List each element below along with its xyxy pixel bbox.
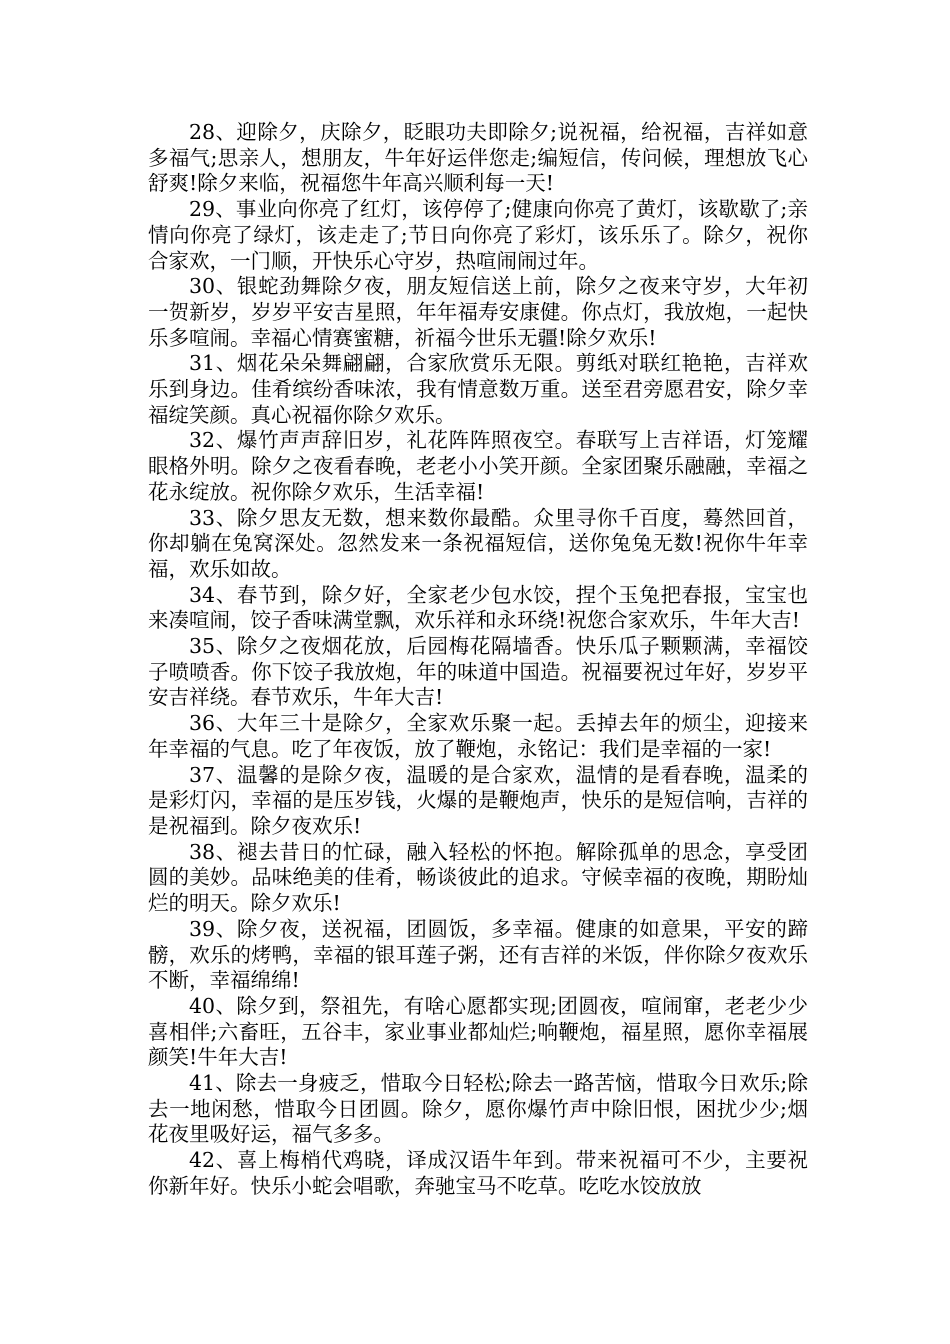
paragraph-41: 41、除去一身疲乏，惜取今日轻松;除去一路苦恼，惜取今日欢乐;除去一地闲愁，惜取今日团圆。除夕，愿你爆竹声中除旧恨，困扰少少;烟花夜里吸好运，福气多多。: [148, 1071, 808, 1147]
paragraph-36: 36、大年三十是除夕，全家欢乐聚一起。丢掉去年的烦尘，迎接来年幸福的气息。吃了年夜饭，放了鞭炮，永铭记：我们是幸福的一家!: [148, 711, 808, 761]
paragraph-38: 38、褪去昔日的忙碌，融入轻松的怀抱。解除孤单的思念，享受团圆的美妙。品味绝美的佳肴，畅谈彼此的追求。守候幸福的夜晚，期盼灿烂的明天。除夕欢乐!: [148, 839, 808, 916]
paragraph-33: 33、除夕思友无数，想来数你最酷。众里寻你千百度，蓦然回首，你却躺在兔窝深处。忽然发来一条祝福短信，送你兔兔无数!祝你牛年幸福，欢乐如故。: [148, 505, 808, 581]
paragraph-39: 39、除夕夜，送祝福，团圆饭，多幸福。健康的如意果，平安的蹄髈，欢乐的烤鸭，幸福的银耳莲子粥，还有吉祥的米饭，伴你除夕夜欢乐不断，幸福绵绵!: [148, 916, 808, 993]
paragraph-34: 34、春节到，除夕好，全家老少包水饺，捏个玉兔把春报，宝宝也来凑喧闹，饺子香味满堂飘，欢乐祥和永环绕!祝您合家欢乐，牛年大吉!: [148, 582, 808, 633]
paragraph-30: 30、银蛇劲舞除夕夜，朋友短信送上前，除夕之夜来守岁，大年初一贺新岁，岁岁平安吉星照，年年福寿安康健。你点灯，我放炮，一起快乐多喧闹。幸福心情赛蜜糖，祈福今世乐无疆!除夕欢乐!: [148, 274, 808, 350]
paragraph-31: 31、烟花朵朵舞翩翩，合家欣赏乐无限。剪纸对联红艳艳，吉祥欢乐到身边。佳肴缤纷香味浓，我有情意数万重。送至君旁愿君安，除夕幸福绽笑颜。真心祝福你除夕欢乐。: [148, 351, 808, 427]
paragraph-29: 29、事业向你亮了红灯，该停停了;健康向你亮了黄灯，该歇歇了;亲情向你亮了绿灯，该走走了;节日向你亮了彩灯，该乐乐了。除夕，祝你合家欢，一门顺，开快乐心守岁，热喧闹闹过年。: [148, 197, 808, 273]
paragraph-40: 40、除夕到，祭祖先，有啥心愿都实现;团圆夜，喧闹窜，老老少少喜相伴;六畜旺，五谷丰，家业事业都灿烂;响鞭炮，福星照，愿你幸福展颜笑!牛年大吉!: [148, 993, 808, 1070]
paragraph-35: 35、除夕之夜烟花放，后园梅花隔墙香。快乐瓜子颗颗满，幸福饺子喷喷香。你下饺子我放炮，年的味道中国造。祝福要祝过年好，岁岁平安吉祥绕。春节欢乐，牛年大吉!: [148, 634, 808, 710]
paragraph-32: 32、爆竹声声辞旧岁，礼花阵阵照夜空。春联写上吉祥语，灯笼耀眼格外明。除夕之夜看春晚，老老小小笑开颜。全家团聚乐融融，幸福之花永绽放。祝你除夕欢乐，生活幸福!: [148, 428, 808, 504]
paragraph-37: 37、温馨的是除夕夜，温暖的是合家欢，温情的是看春晚，温柔的是彩灯闪，幸福的是压岁钱，火爆的是鞭炮声，快乐的是短信响，吉祥的是祝福到。除夕夜欢乐!: [148, 762, 808, 838]
document-body: [148, 120, 808, 1200]
paragraph-42: 42、喜上梅梢代鸡晓，译成汉语牛年到。带来祝福可不少，主要祝你新年好。快乐小蛇会唱歌，奔驰宝马不吃草。吃吃水饺放放: [148, 1148, 808, 1198]
paragraph-28: 28、迎除夕，庆除夕，眨眼功夫即除夕;说祝福，给祝福，吉祥如意多福气;思亲人，想朋友，牛年好运伴您走;编短信，传问候，理想放飞心舒爽!除夕来临，祝福您牛年高兴顺利每一天!: [148, 120, 808, 196]
